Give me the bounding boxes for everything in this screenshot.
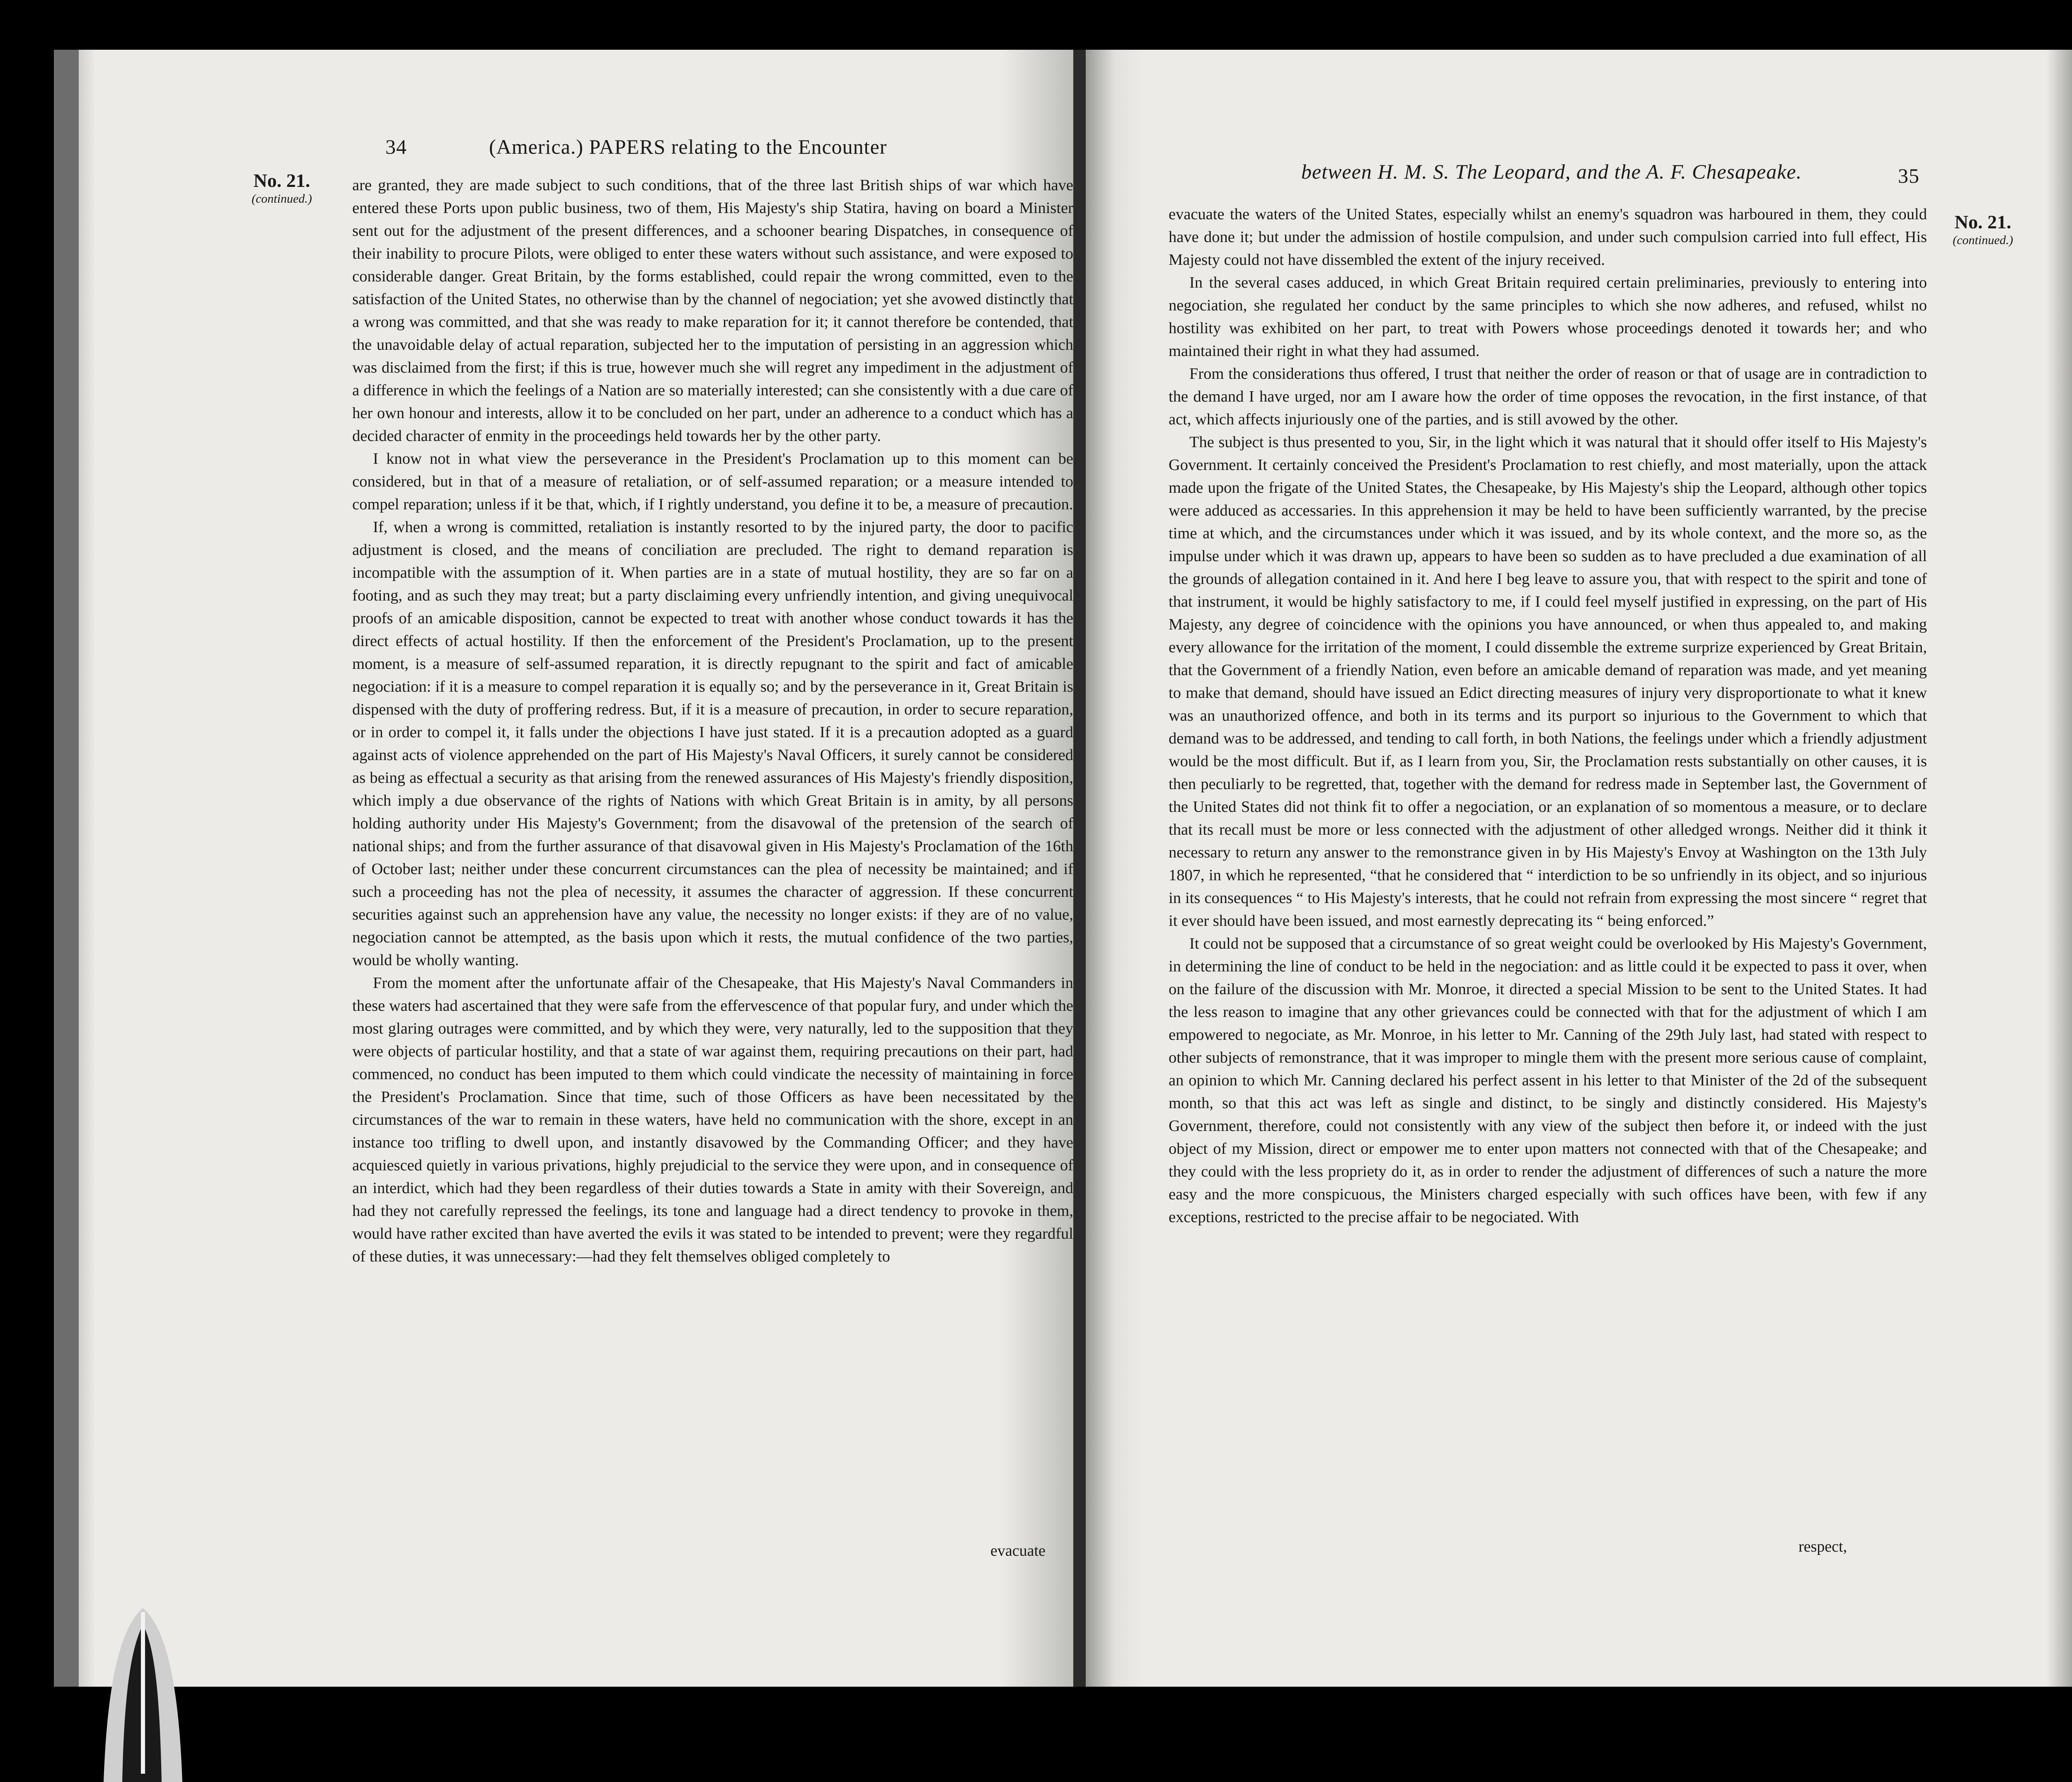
open-book	[54, 50, 2072, 1687]
left-paragraph: If, when a wrong is committed, retaliation is instantly resorted to by the injured party, the door to pacific adjustment is closed, and the means of conciliation are precluded. The right to demand reparation is incompatible with the assumption of it. When parties are in a state of mutual hostility, they are so far on a footing, and as such they may treat; but a party disclaiming every unfriendly intention, and giving unequivocal proofs of an amicable disposition, cannot be expected to treat with another whose conduct towards it has the direct effects of actual hostility. If then the enforcement of the President's Proclamation, up to the present moment, is a measure of self-assumed reparation, it is directly repugnant to the spirit and fact of amicable negociation: if it is a measure to compel reparation it is equally so; and by the perseverance in it, Great Britain is dispensed with the duty of proffering redress. But, if it is a measure of precaution, in order to secure reparation, or in order to compel it, it falls under the objections I have just stated. If it is a precaution adopted as a guard against acts of violence apprehended on the part of His Majesty's Naval Officers, it surely cannot be considered as being as effectual a security as that arising from the renewed assurances of His Majesty's friendly disposition, which imply a due observance of the rights of Nations with which Great Britain is in amity, by all persons holding authority under His Majesty's Government; from the disavowal of the pretension of the search of national ships; and from the further assurance of that disavowal given in His Majesty's Proclamation of the 16th of October last; neither under these concurrent circumstances can the plea of necessity be maintained; and if such a proceeding has not the plea of necessity, it assumes the character of aggression. If these concurrent securities against such an apprehension have any value, the necessity no longer exists: if they are of no value, negociation cannot be attempted, as the basis upon which it rests, the mutual confidence of the two parties, would be wholly wanting.	[352, 518, 1073, 969]
pen-nib-icon	[99, 1608, 186, 1782]
left-margin-number	[228, 170, 336, 206]
right-margin-number	[1935, 211, 2031, 247]
right-running-head: between H. M. S. The Leopard, and the A. F. Chesapeake.	[1301, 160, 1802, 183]
left-text-column	[352, 174, 1073, 1268]
right-text-column	[1169, 203, 1927, 1229]
right-folio: 35	[1898, 164, 1920, 187]
right-margin-note: (continued.)	[1953, 233, 2013, 247]
left-catchword: evacuate	[990, 1542, 1046, 1559]
right-paragraph: The subject is thus presented to you, Sir, in the light which it was natural that it should offer itself to His Majesty's Government. It certainly conceived the President's Proclamation to rest chiefly, and most materially, upon the attack made upon the frigate of the United States, the Chesapeake, by His Majesty's ship the Leopard, although other topics were adduced as accessaries. In this apprehension it may be held to have been sufficiently warranted, by the precise time at which, and the circumstances under which it was issued, and by its whole context, and the more so, as the impulse under which it was drawn up, appears to have been so sudden as to have precluded a due examination of all the grounds of allegation contained in it. And here I beg leave to assure you, that with respect to the spirit and tone of that instrument, it would be highly satisfactory to me, if I could feel myself justified in expressing, on the part of His Majesty, any degree of coincidence with the opinions you have announced, or when thus appealed to, and making every allowance for the irritation of the moment, I could dissemble the extreme surprize experienced by Great Britain, that the Government of a friendly Nation, even before an amicable demand of reparation was made, and yet meaning to make that demand, should have issued an Edict directing measures of injury very disproportionate to what it knew was an unauthorized offence, and both in its terms and its purport so injurious to the Government to which that demand was to be addressed, and tending to call forth, in both Nations, the feelings under which a friendly adjustment would be the most difficult. But if, as I learn from you, Sir, the Proclamation rests substantially on other causes, it is then peculiarly to be regretted, that, together with the demand for redress made in September last, the Government of the United States did not think fit to offer a negociation, or an explanation of so momentous a measure, or to declare that its recall must be more or less connected with the adjustment of other alledged wrongs. Neither did it think it necessary to return any answer to the remonstrance given in by His Majesty's Envoy at Washington on the 13th July 1807, in which he represented, “that he considered that “ interdiction to be so unfriendly in its object, and so injurious in its consequences “ to His Majesty's interests, that he could not refrain from expressing the most sincere “ regret that it ever should have been issued, and most earnestly deprecating its “ being enforced.”	[1169, 433, 1927, 930]
left-margin-number-text: No. 21.	[253, 170, 310, 191]
left-paragraph: I know not in what view the perseverance in the President's Proclamation up to this moment can be considered, but in that of a measure of retaliation, or of self-assumed reparation; or a measure intended to compel reparation; unless if it be that, which, if I rightly understand, you define it to be, a measure of precaution.	[352, 450, 1073, 513]
left-folio: 34	[385, 135, 407, 158]
right-margin-number-text: No. 21.	[1954, 211, 2011, 232]
left-page	[54, 50, 1082, 1687]
left-paragraph: From the moment after the unfortunate affair of the Chesapeake, that His Majesty's Naval Commanders in these waters had ascertained that they were safe from the effervescence of that popular fury, and under which the most glaring outrages were committed, and by which they were, very naturally, led to the supposition that they were objects of particular hostility, and that a state of war against them, requiring precautions on their part, had commenced, no conduct has been imputed to them which could vindicate the necessity of maintaining in force the President's Proclamation. Since that time, such of those Officers as have been necessitated by the circumstances of the war to remain in these waters, have held no communication with the shore, except in an instance too trifling to dwell upon, and instantly disavowed by the Commanding Officer; and they have acquiesced quietly in various privations, highly prejudicial to the service they were upon, and in consequence of an interdict, which had they been regardless of their duties towards a State in amity with their Sovereign, and had they not carefully repressed the feelings, its tone and language had a direct tendency to provoke in them, would have rather excited than have averted the evils it was stated to be intended to prevent; were they regardful of these duties, it was unnecessary:—had they felt themselves obliged completely to	[352, 974, 1073, 1265]
right-page	[1086, 50, 2072, 1687]
right-paragraph: It could not be supposed that a circumstance of so great weight could be overlooked by His Majesty's Government, in determining the line of conduct to be held in the negociation: and as little could it be expected to pass it over, when on the failure of the discussion with Mr. Monroe, it directed a special Mission to be sent to the United States. It had the less reason to imagine that any other grievances could be connected with that for the adjustment of which I am empowered to negociate, as Mr. Monroe, in his letter to Mr. Canning of the 29th July last, had stated with respect to other subjects of remonstrance, that it was improper to mingle them with the present more serious cause of complaint, an opinion to which Mr. Canning declared his perfect assent in his letter to that Minister of the 2d of the subsequent month, so that this act was left as single and distinct, to be singly and distinctly considered. His Majesty's Government, therefore, could not consistently with any view of the subject then before it, or indeed with the just object of my Mission, direct or empower me to enter upon matters not connected with that of the Chesapeake; and they could with the less propriety do it, as in order to render the adjustment of differences of such a nature the more easy and the more conspicuous, the Ministers charged especially with such offices have been, with few if any exceptions, restricted to the precise affair to be negociated. With	[1169, 935, 1927, 1226]
right-paragraph: From the considerations thus offered, I trust that neither the order of reason or that of usage are in contradiction to the demand I have urged, nor am I aware how the order of time opposes the revocation, in the first instance, of that act, which affects injuriously one of the parties, and is still avowed by the other.	[1169, 365, 1927, 428]
left-paragraph: are granted, they are made subject to such conditions, that of the three last British ships of war which have entered these Ports upon public business, two of them, His Majesty's ship Statira, having on board a Minister sent out for the adjustment of the present differences, and a schooner bearing Dispatches, in consequence of their inability to procure Pilots, were obliged to enter these waters without such assistance, and were exposed to considerable danger. Great Britain, by the forms established, could repair the wrong committed, even to the satisfaction of the United States, no otherwise than by the channel of negociation; yet she avowed distinctly that a wrong was committed, and that she was ready to make reparation for it; it cannot therefore be contended, that the unavoidable delay of actual reparation, subjected her to the imputation of persisting in an aggression which was disclaimed from the first; if this is true, however much she will regret any impediment in the adjustment of a difference in which the feelings of a Nation are so materially interested; can she consistently with a due care of her own honour and interests, allow it to be concluded on her part, under an adherence to a conduct which has a decided character of enmity in the proceedings held towards her by the other party.	[352, 177, 1073, 445]
left-margin-note: (continued.)	[252, 191, 312, 206]
left-running-head: (America.) PAPERS relating to the Encounter	[489, 135, 887, 158]
right-paragraph: In the several cases adduced, in which Great Britain required certain preliminaries, previously to entering into negociation, she regulated her conduct by the same principles to which she now adheres, and refused, whilst no hostility was exhibited on her part, to treat with Powers whose proceedings denoted it towards her; and who maintained their right in what they had assumed.	[1169, 274, 1927, 360]
right-paragraph: evacuate the waters of the United States, especially whilst an enemy's squadron was harboured in them, they could have done it; but under the admission of hostile compulsion, and under such compulsion carried into full effect, His Majesty could not have dissembled the extent of the injury received.	[1169, 206, 1927, 269]
right-catchword: respect,	[1798, 1538, 1847, 1555]
